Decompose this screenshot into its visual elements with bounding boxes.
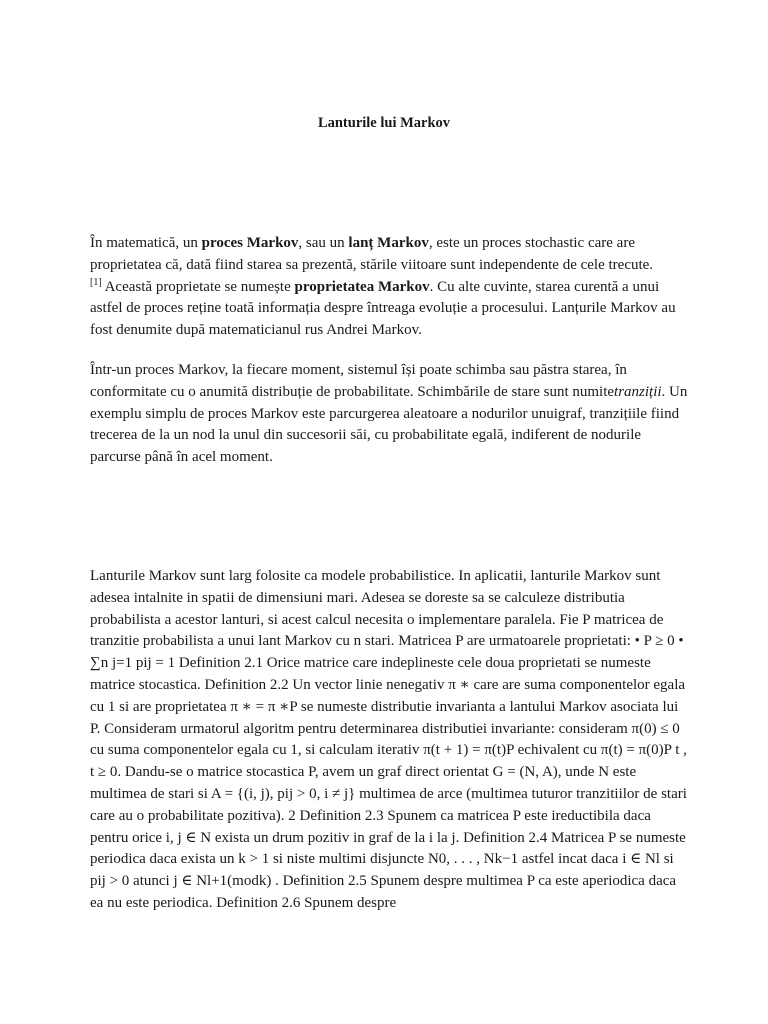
p2-text-1: Într-un proces Markov, la fiecare moment, sistemul își poate schimba sau păstra starea, în conformitate cu o anumită distribuție de probabilitate. Schimbările de stare sunt numite <box>90 362 627 400</box>
reference-link[interactable]: [1] <box>90 276 102 288</box>
p1-bold-proces-markov: proces Markov <box>201 235 299 251</box>
paragraph-applications: Lanturile Markov sunt larg folosite ca modele probabilistice. In aplicatii, lanturile Markov sunt adesea intalnite in spatii de dimensiuni mari. Adesea se doreste sa se calculeze distributia probabilista a acestor lanturi, si acest calcul necesita o implementare paralela. Fie P matricea de tranzitie probabilista a unui lant Markov cu n stari. Matricea P are urmatoarele proprietati: • P ≥ 0 • ∑n j=1 pij = 1 Definition 2.1 Orice matrice care indeplineste cele doua proprietati se numeste matrice stocastica. Definition 2.2 Un vector linie nenegativ π ∗ care are suma componentelor egala cu 1 si are proprietatea π ∗ = π ∗P se numeste distributie invarianta a lantului Markov asociata lui P. Consideram urmatorul algoritm pentru determinarea distributiei invariante: consideram π(0) ≤ 0 cu suma componentelor egala cu 1, si calculam iterativ π(t + 1) = π(t)P echivalent cu π(t) = π(0)P t , t ≥ 0. Dandu-se o matrice stocastica P, avem un graf direct orientat G = (N, A), unde N este multimea de stari si A = {(i, j), pij > 0, i ≠ j} multimea de arce (multimea tuturor tranzitiilor de stari care au o probabilitate pozitiva). 2 Definition 2.3 Spunem ca matricea P este ireductibila daca pentru orice i, j ∈ N exista un drum pozitiv in graf de la i la j. Definition 2.4 Matricea P se numeste periodica daca exista un k > 1 si niste multimi disjuncte N0, . . . , Nk−1 astfel incat daca i ∈ Nl si pij > 0 atunci j ∈ Nl+1(modk) . Definition 2.5 Spunem despre multimea P ca este aperiodica daca ea nu este periodica. Definition 2.6 Spunem despre <box>90 568 687 911</box>
paragraph-intro <box>90 233 688 342</box>
p1-text-2: , sau un <box>298 235 349 251</box>
p2-italic-tranzitii: tranziții <box>614 383 662 400</box>
p2-text-2: . Un exemplu simplu de proces Markov este parcurgerea aleatoare a nodurilor unuigraf, tranzițiile fiind trecerea de la un nod la unul din succesorii săi, cu probabilitate egală, indiferent de nodurile parcurse până în acel moment. <box>90 383 688 466</box>
p1-text-4: Această proprietate se numește <box>101 278 295 295</box>
p1-text-5: . Cu alte cuvinte, starea curentă a unui astfel de proces reține toată informația despre întreaga evoluție a procesului. Lanțurile Markov au fost denumite după matematicianul rus Andrei Markov. <box>90 278 676 339</box>
p1-bold-lant-markov: lanț Markov <box>348 235 429 251</box>
p1-bold-proprietatea-markov: proprietatea Markov <box>294 278 430 295</box>
p1-text-1: În matematică, un <box>90 235 202 251</box>
page-title: Lanturile lui Markov <box>317 115 451 131</box>
p1-text-3: , este un proces stochastic care are proprietatea că, dată fiind starea sa prezentă, stările viitoare sunt independente de cele trecute. <box>90 235 654 273</box>
paragraph-transitions <box>90 360 688 469</box>
